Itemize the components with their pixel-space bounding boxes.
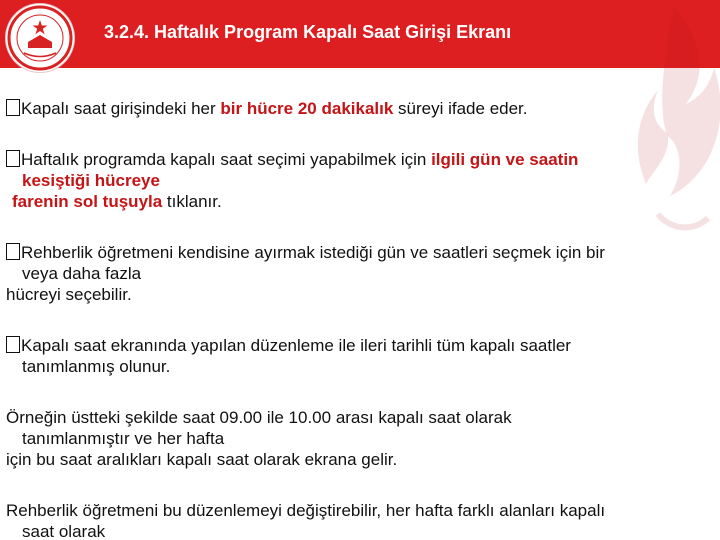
bullet-icon xyxy=(6,150,20,167)
paragraph-example: Örneğin üstteki şekilde saat 09.00 ile 10.00 arası kapalı saat olarak tanımlanmıştır ve her hafta için bu saat aralıkları kapalı saat olarak ekrana gelir. xyxy=(6,408,512,469)
meb-logo-icon xyxy=(6,4,74,72)
content xyxy=(6,98,716,540)
header-bar xyxy=(0,0,720,68)
paragraph-change-settings: Rehberlik öğretmeni bu düzenlemeyi değiştirebilir, her hafta farklı alanları kapalı saat olarak xyxy=(6,501,606,540)
bullet-icon xyxy=(6,336,20,353)
bullet-icon xyxy=(6,99,20,116)
paragraph-cell-duration: Kapalı saat girişindeki her bir hücre 20 dakikalık süreyi ifade eder. xyxy=(6,98,716,119)
page-title: 3.2.4. Haftalık Program Kapalı Saat Girişi Ekranı xyxy=(104,22,512,42)
paragraph-guidance-teacher: Rehberlik öğretmeni kendisine ayırmak istediği gün ve saatleri seçmek için bir veya daha fazla hücreyi seçebilir. xyxy=(6,243,605,304)
paragraph-select-instruction: Haftalık programda kapalı saat seçimi yapabilmek için ilgili gün ve saatin kesiştiği hücreye farenin sol tuşuyla tıklanır. xyxy=(6,149,716,212)
bullet-icon xyxy=(6,243,20,260)
paragraph-future-dates: Kapalı saat ekranında yapılan düzenleme ile ileri tarihli tüm kapalı saatler tanımlanmış olunur. xyxy=(6,335,716,377)
